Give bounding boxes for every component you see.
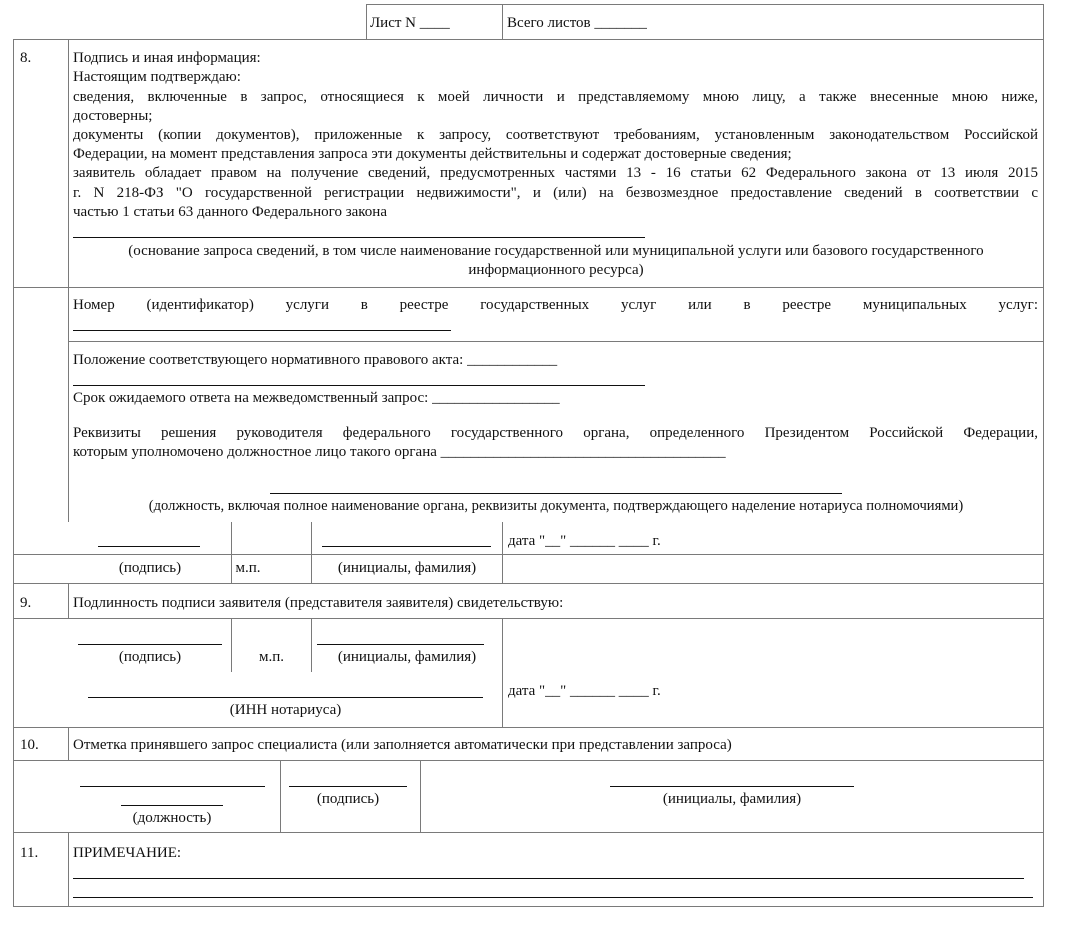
- requisites-label-line-2: которым уполномочено должностное лицо такого органа ______________________________________: [73, 444, 726, 460]
- section-8-signature-line[interactable]: [98, 546, 200, 547]
- note-input-line-1[interactable]: [73, 878, 1024, 879]
- section-9-sign-caption: (подпись): [118, 649, 182, 665]
- basis-input-line[interactable]: [73, 237, 645, 238]
- sheet-number-label: Лист N ____: [370, 15, 450, 31]
- section-8-initials-caption: (инициалы, фамилия): [337, 560, 477, 576]
- section-11-number: 11.: [20, 845, 39, 861]
- note-input-line-2[interactable]: [73, 897, 1033, 898]
- position-input-line[interactable]: [270, 493, 842, 494]
- section-9-signature-line[interactable]: [78, 644, 222, 645]
- section-9-initials-caption: (инициалы, фамилия): [337, 649, 477, 665]
- section-8-number: 8.: [20, 50, 32, 66]
- specialist-position-input-line-2[interactable]: [121, 805, 223, 806]
- response-term-label: Срок ожидаемого ответа на межведомственный запрос: _________________: [73, 390, 560, 406]
- section-8-paragraph-2a: документы (копии документов), приложенные к запросу, соответствуют требованиям, установленным законодательством Российской: [73, 127, 1038, 143]
- section-8-paragraph-1a: сведения, включенные в запрос, относящиеся к моей личности и представляемому мною лицу, а также внесенные мною ниже,: [73, 89, 1038, 105]
- section-9-date: дата "__" ______ ____ г.: [508, 683, 661, 699]
- section-9-title: Подлинность подписи заявителя (представителя заявителя) свидетельствую:: [73, 595, 564, 611]
- basis-caption-line-2: информационного ресурса): [468, 262, 644, 278]
- section-8-paragraph-2b: Федерации, на момент представления запроса эти документы действительны и содержат достоверные сведения;: [73, 146, 792, 162]
- section-10-title: Отметка принявшего запрос специалиста (или заполняется автоматически при представлении запроса): [73, 737, 732, 753]
- section-8-paragraph-1b: достоверны;: [73, 108, 153, 124]
- specialist-position-input-line-1[interactable]: [80, 786, 265, 787]
- specialist-initials-line[interactable]: [610, 786, 854, 787]
- service-number-input-line[interactable]: [73, 330, 451, 331]
- section-9-initials-line[interactable]: [317, 644, 484, 645]
- section-8-paragraph-3a: заявитель обладает правом на получение сведений, предусмотренных частями 13 - 16 статьи 62 Федерального закона от 13 июля 2015: [73, 165, 1038, 181]
- section-11-title: ПРИМЕЧАНИЕ:: [73, 845, 182, 861]
- service-number-label: Номер (идентификатор) услуги в реестре государственных услуг или в реестре муниципальных услуг:: [73, 297, 1038, 313]
- total-sheets-label: Всего листов _______: [507, 15, 647, 31]
- section-9-stamp-caption: м.п.: [258, 649, 285, 665]
- notary-inn-input-line[interactable]: [88, 697, 483, 698]
- section-8-paragraph-3b: г. N 218-ФЗ "О государственной регистрации недвижимости", и (или) на безвозмездное предоставление сведений в соответствии с: [73, 185, 1038, 201]
- requisites-label-line-1: Реквизиты решения руководителя федерального государственного органа, определенного Президентом Российской Федерации,: [73, 425, 1038, 441]
- section-8-initials-line[interactable]: [322, 546, 491, 547]
- specialist-signature-line[interactable]: [289, 786, 407, 787]
- act-provision-label: Положение соответствующего нормативного правового акта: ____________: [73, 352, 558, 368]
- section-8-title: Подпись и иная информация:: [73, 50, 261, 66]
- section-8-paragraph-3c: частью 1 статьи 63 данного Федерального закона: [73, 204, 387, 220]
- basis-caption-line-1: (основание запроса сведений, в том числе наименование государственной или муниципальной услуги или базового государственного: [128, 243, 984, 259]
- notary-inn-caption: (ИНН нотариуса): [229, 702, 342, 718]
- section-8-sign-caption: (подпись): [118, 560, 182, 576]
- section-8-date: дата "__" ______ ____ г.: [508, 533, 661, 549]
- position-caption: (должность, включая полное наименование органа, реквизиты документа, подтверждающего наделение нотариуса полномочиями): [148, 498, 964, 514]
- specialist-position-caption: (должность): [132, 810, 212, 826]
- section-9-number: 9.: [20, 595, 32, 611]
- section-8-confirm: Настоящим подтверждаю:: [73, 69, 241, 85]
- specialist-sign-caption: (подпись): [316, 791, 380, 807]
- act-provision-input-line[interactable]: [73, 385, 645, 386]
- specialist-initials-caption: (инициалы, фамилия): [662, 791, 802, 807]
- section-8-stamp-caption: м.п.: [235, 560, 261, 576]
- section-10-number: 10.: [20, 737, 39, 753]
